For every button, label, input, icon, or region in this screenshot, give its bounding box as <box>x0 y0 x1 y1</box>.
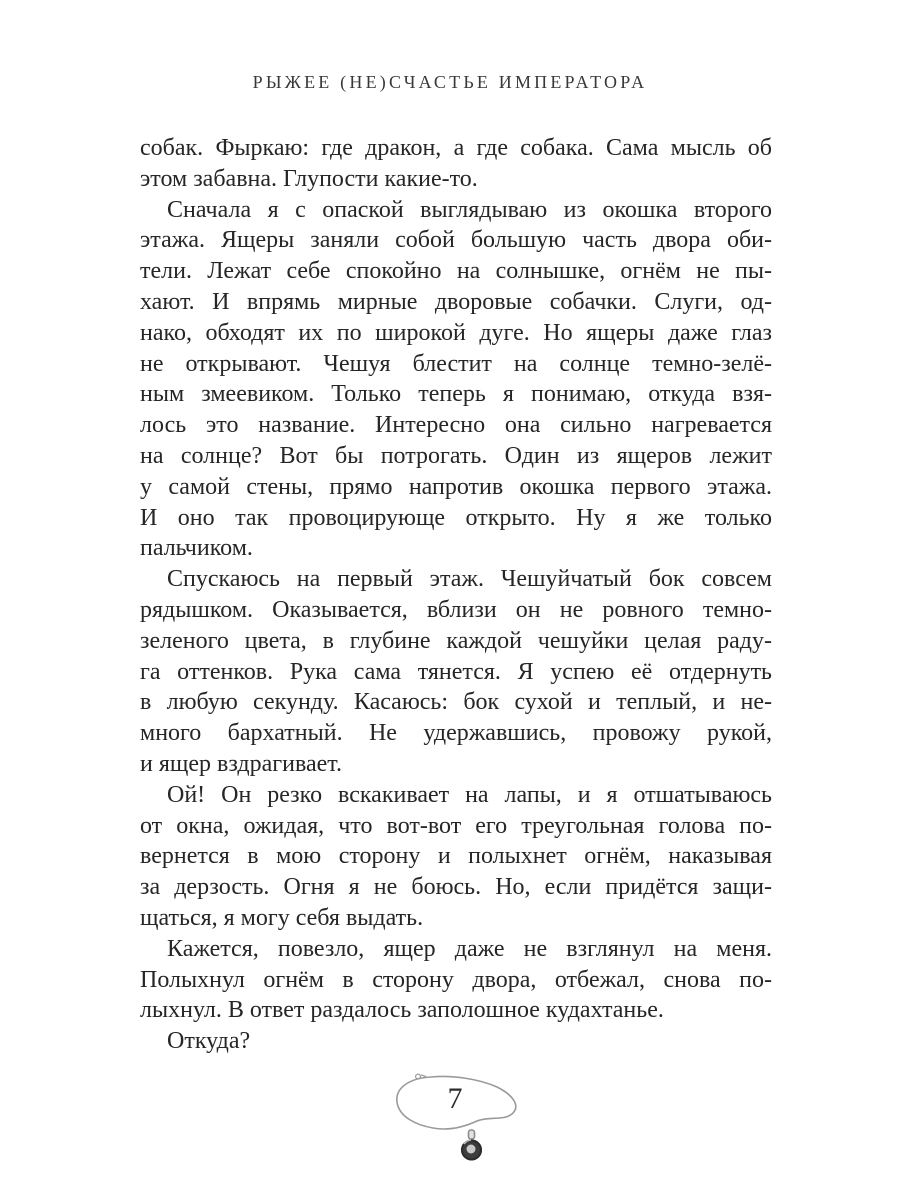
page-number: 7 <box>447 1082 463 1115</box>
text-line: лыхнул. В ответ раздалось заполошное кудахтанье. <box>140 997 664 1024</box>
text-line: тели. Лежат себе спокойно на солнышке, огнём не пы- <box>140 258 772 285</box>
text-line: пальчиком. <box>140 535 253 562</box>
text-line: вернется в мою сторону и полыхнет огнём, наказывая <box>140 843 772 870</box>
text-line: рядышком. Оказывается, вблизи он не ровного темно- <box>140 596 772 623</box>
text-line: на солнце? Вот бы потрогать. Один из ящеров лежит <box>140 442 772 469</box>
text-line: Полыхнул огнём в сторону двора, отбежал, снова по- <box>140 966 772 993</box>
text-line: много бархатный. Не удержавшись, провожу рукой, <box>140 720 772 747</box>
text-line: Откуда? <box>167 1028 251 1055</box>
text-line: Сначала я с опаской выглядываю из окошка второго <box>167 196 772 223</box>
text-line: щаться, я могу себя выдать. <box>140 904 424 931</box>
paragraph <box>140 780 772 934</box>
text-line: ным змеевиком. Только теперь я понимаю, откуда взя- <box>140 381 772 408</box>
text-line: нако, обходят их по широкой дуге. Но ящеры даже глаз <box>140 319 772 346</box>
footer-ornament <box>385 1064 545 1166</box>
text-line: лось это название. Интересно она сильно нагревается <box>140 412 772 439</box>
text-line: Кажется, повезло, ящер даже не взглянул на меня. <box>167 935 772 962</box>
text-line: и ящер вздрагивает. <box>140 750 342 777</box>
text-line: Спускаюсь на первый этаж. Чешуйчатый бок совсем <box>167 566 772 593</box>
text-line: этажа. Ящеры заняли собой большую часть двора оби- <box>140 227 772 254</box>
paragraph <box>140 934 772 1026</box>
text-line: И оно так провоцирующе открыто. Ну я же только <box>140 504 772 531</box>
paragraph <box>140 1026 772 1057</box>
paragraph <box>140 564 772 780</box>
text-line: у самой стены, прямо напротив окошка первого этажа. <box>140 473 772 500</box>
text-line: за дерзость. Огня я не боюсь. Но, если придётся защи- <box>140 874 772 901</box>
text-line: хают. И впрямь мирные дворовые собачки. Слуги, од- <box>140 288 772 315</box>
text-line: не открывают. Чешуя блестит на солнце темно-зелё- <box>140 350 772 377</box>
text-line: этом забавна. Глупости какие-то. <box>140 165 478 192</box>
text-line: га оттенков. Рука сама тянется. Я успею её отдернуть <box>140 658 772 685</box>
text-line: в любую секунду. Касаюсь: бок сухой и теплый, и не- <box>140 689 772 716</box>
running-head: РЫЖЕЕ (НЕ)СЧАСТЬЕ ИМПЕРАТОРА <box>252 72 648 92</box>
text-line: собак. Фыркаю: где дракон, а где собака. Сама мысль об <box>140 135 772 161</box>
body-text <box>140 133 772 1057</box>
paragraph <box>140 133 772 195</box>
text-line: от окна, ожидая, что вот-вот его треугольная голова по- <box>140 812 772 839</box>
text-line: зеленого цвета, в глубине каждой чешуйки целая раду- <box>140 627 772 654</box>
text-line: Ой! Он резко вскакивает на лапы, и я отшатываюсь <box>167 781 772 808</box>
paragraph <box>140 195 772 565</box>
